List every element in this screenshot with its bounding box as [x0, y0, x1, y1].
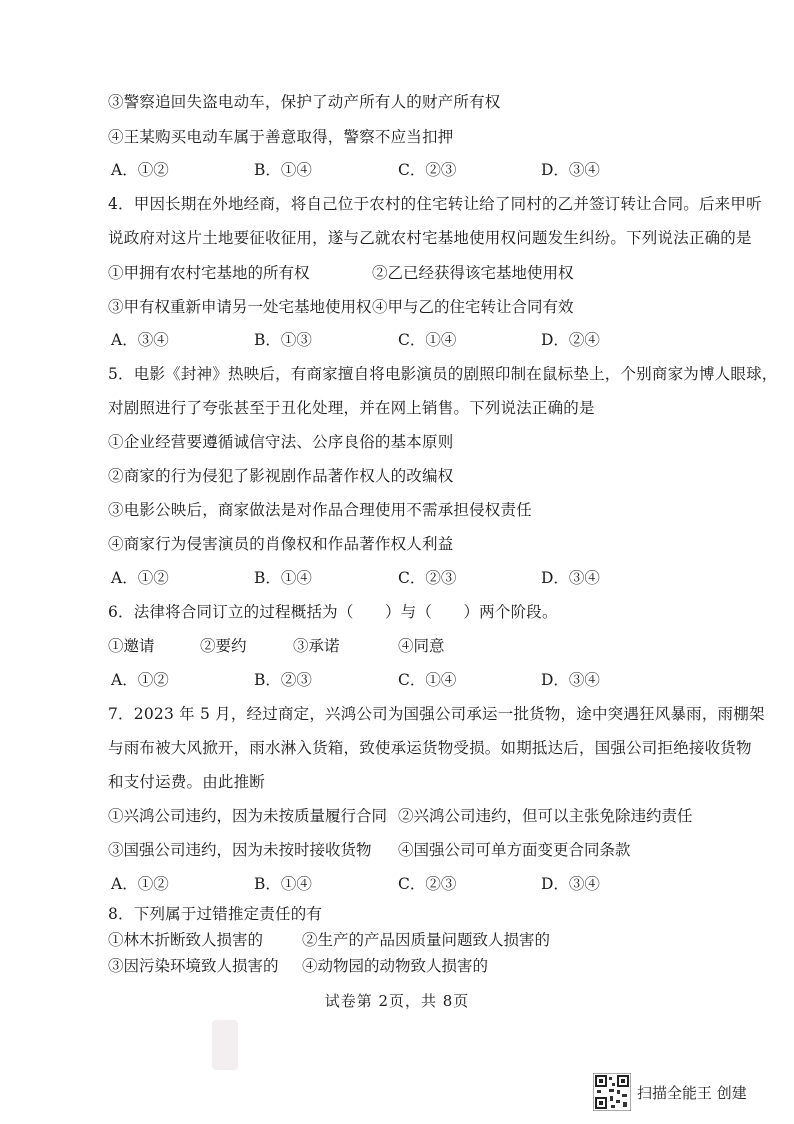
q5-option-d: D．③④: [541, 569, 600, 587]
q7-option-c: C．②③: [398, 875, 457, 893]
q7-statement-3: ③国强公司违约，因为未按时接收货物: [108, 841, 372, 859]
q8-statement-4: ④动物园的动物致人损害的: [302, 957, 489, 975]
scanner-watermark-text: 扫描全能王 创建: [637, 1084, 747, 1102]
q4-statement-1: ①甲拥有农村宅基地的所有权: [108, 264, 310, 282]
q3-option-a: A．①②: [111, 161, 169, 179]
q5-statement-2: ②商家的行为侵犯了影视剧作品著作权人的改编权: [108, 467, 454, 485]
q8-statement-1: ①林木折断致人损害的: [108, 931, 264, 949]
q5-statement-3: ③电影公映后，商家做法是对作品合理使用不需承担侵权责任: [108, 501, 532, 519]
q7-option-a: A．①②: [111, 875, 169, 893]
q4-statement-3: ③甲有权重新申请另一处宅基地使用权: [108, 298, 372, 316]
q3-option-b: B．①④: [254, 161, 312, 179]
scan-smudge: [212, 1020, 238, 1070]
q3-option-d: D．③④: [541, 161, 600, 179]
q4-statement-2: ②乙已经获得该宅基地使用权: [372, 264, 574, 282]
q6-statement-3: ③承诺: [293, 637, 340, 655]
q5-option-b: B．①④: [254, 569, 312, 587]
q6-option-b: B．②③: [254, 671, 312, 689]
q3-option-c: C．②③: [398, 161, 457, 179]
q5-statement-1: ①企业经营要遵循诚信守法、公序良俗的基本原则: [108, 433, 454, 451]
q7-stem-line-1: 7．2023 年 5 月，经过商定，兴鸿公司为国强公司承运一批货物，途中突遇狂风暴雨，雨棚架: [108, 705, 765, 723]
q4-option-b: B．①③: [254, 331, 312, 349]
q5-stem-line-2: 对剧照进行了夸张甚至于丑化处理，并在网上销售。下列说法正确的是: [108, 399, 595, 417]
q7-option-b: B．①④: [254, 875, 312, 893]
q4-option-c: C．①④: [398, 331, 457, 349]
q4-stem-line-1: 4．甲因长期在外地经商，将自己位于农村的住宅转让给了同村的乙并签订转让合同。后来甲听: [108, 195, 762, 213]
q5-option-c: C．②③: [398, 569, 457, 587]
q3-statement-4: ④王某购买电动车属于善意取得，警察不应当扣押: [108, 128, 454, 146]
q6-option-c: C．①④: [398, 671, 457, 689]
q3-statement-3: ③警察追回失盗电动车，保护了动产所有人的财产所有权: [108, 93, 501, 111]
q8-statement-3: ③因污染环境致人损害的: [108, 957, 279, 975]
q5-statement-4: ④商家行为侵害演员的肖像权和作品著作权人利益: [108, 535, 454, 553]
q7-statement-2: ②兴鸿公司违约，但可以主张免除违约责任: [398, 807, 693, 825]
q5-option-a: A．①②: [111, 569, 169, 587]
q6-option-d: D．③④: [541, 671, 600, 689]
q6-statement-1: ①邀请: [108, 637, 155, 655]
q4-stem-line-2: 说政府对这片土地要征收征用，遂与乙就农村宅基地使用权问题发生纠纷。下列说法正确的是: [108, 229, 752, 247]
q8-stem: 8．下列属于过错推定责任的有: [108, 905, 323, 923]
page-footer: 试卷第 2页，共 8页: [324, 992, 470, 1010]
q5-stem-line-1: 5．电影《封神》热映后，有商家擅自将电影演员的剧照印制在鼠标垫上，个别商家为博人眼球，: [108, 365, 778, 383]
q7-statement-4: ④国强公司可单方面变更合同条款: [398, 841, 631, 859]
q6-stem: 6．法律将合同订立的过程概括为（ ）与（ ）两个阶段。: [108, 603, 558, 621]
q7-stem-line-2: 与雨布被大风掀开，雨水淋入货箱，致使承运货物受损。如期抵达后，国强公司拒绝接收货物: [108, 739, 752, 757]
q6-statement-2: ②要约: [200, 637, 247, 655]
q6-option-a: A．①②: [111, 671, 169, 689]
q8-statement-2: ②生产的产品因质量问题致人损害的: [302, 931, 551, 949]
q7-stem-line-3: 和支付运费。由此推断: [108, 773, 266, 791]
qr-code-icon: [593, 1073, 631, 1111]
q7-option-d: D．③④: [541, 875, 600, 893]
q4-option-a: A．③④: [111, 331, 169, 349]
q7-statement-1: ①兴鸿公司违约，因为未按质量履行合同: [108, 807, 388, 825]
q4-statement-4: ④甲与乙的住宅转让合同有效: [372, 298, 574, 316]
q4-option-d: D．②④: [541, 331, 600, 349]
q6-statement-4: ④同意: [398, 637, 445, 655]
